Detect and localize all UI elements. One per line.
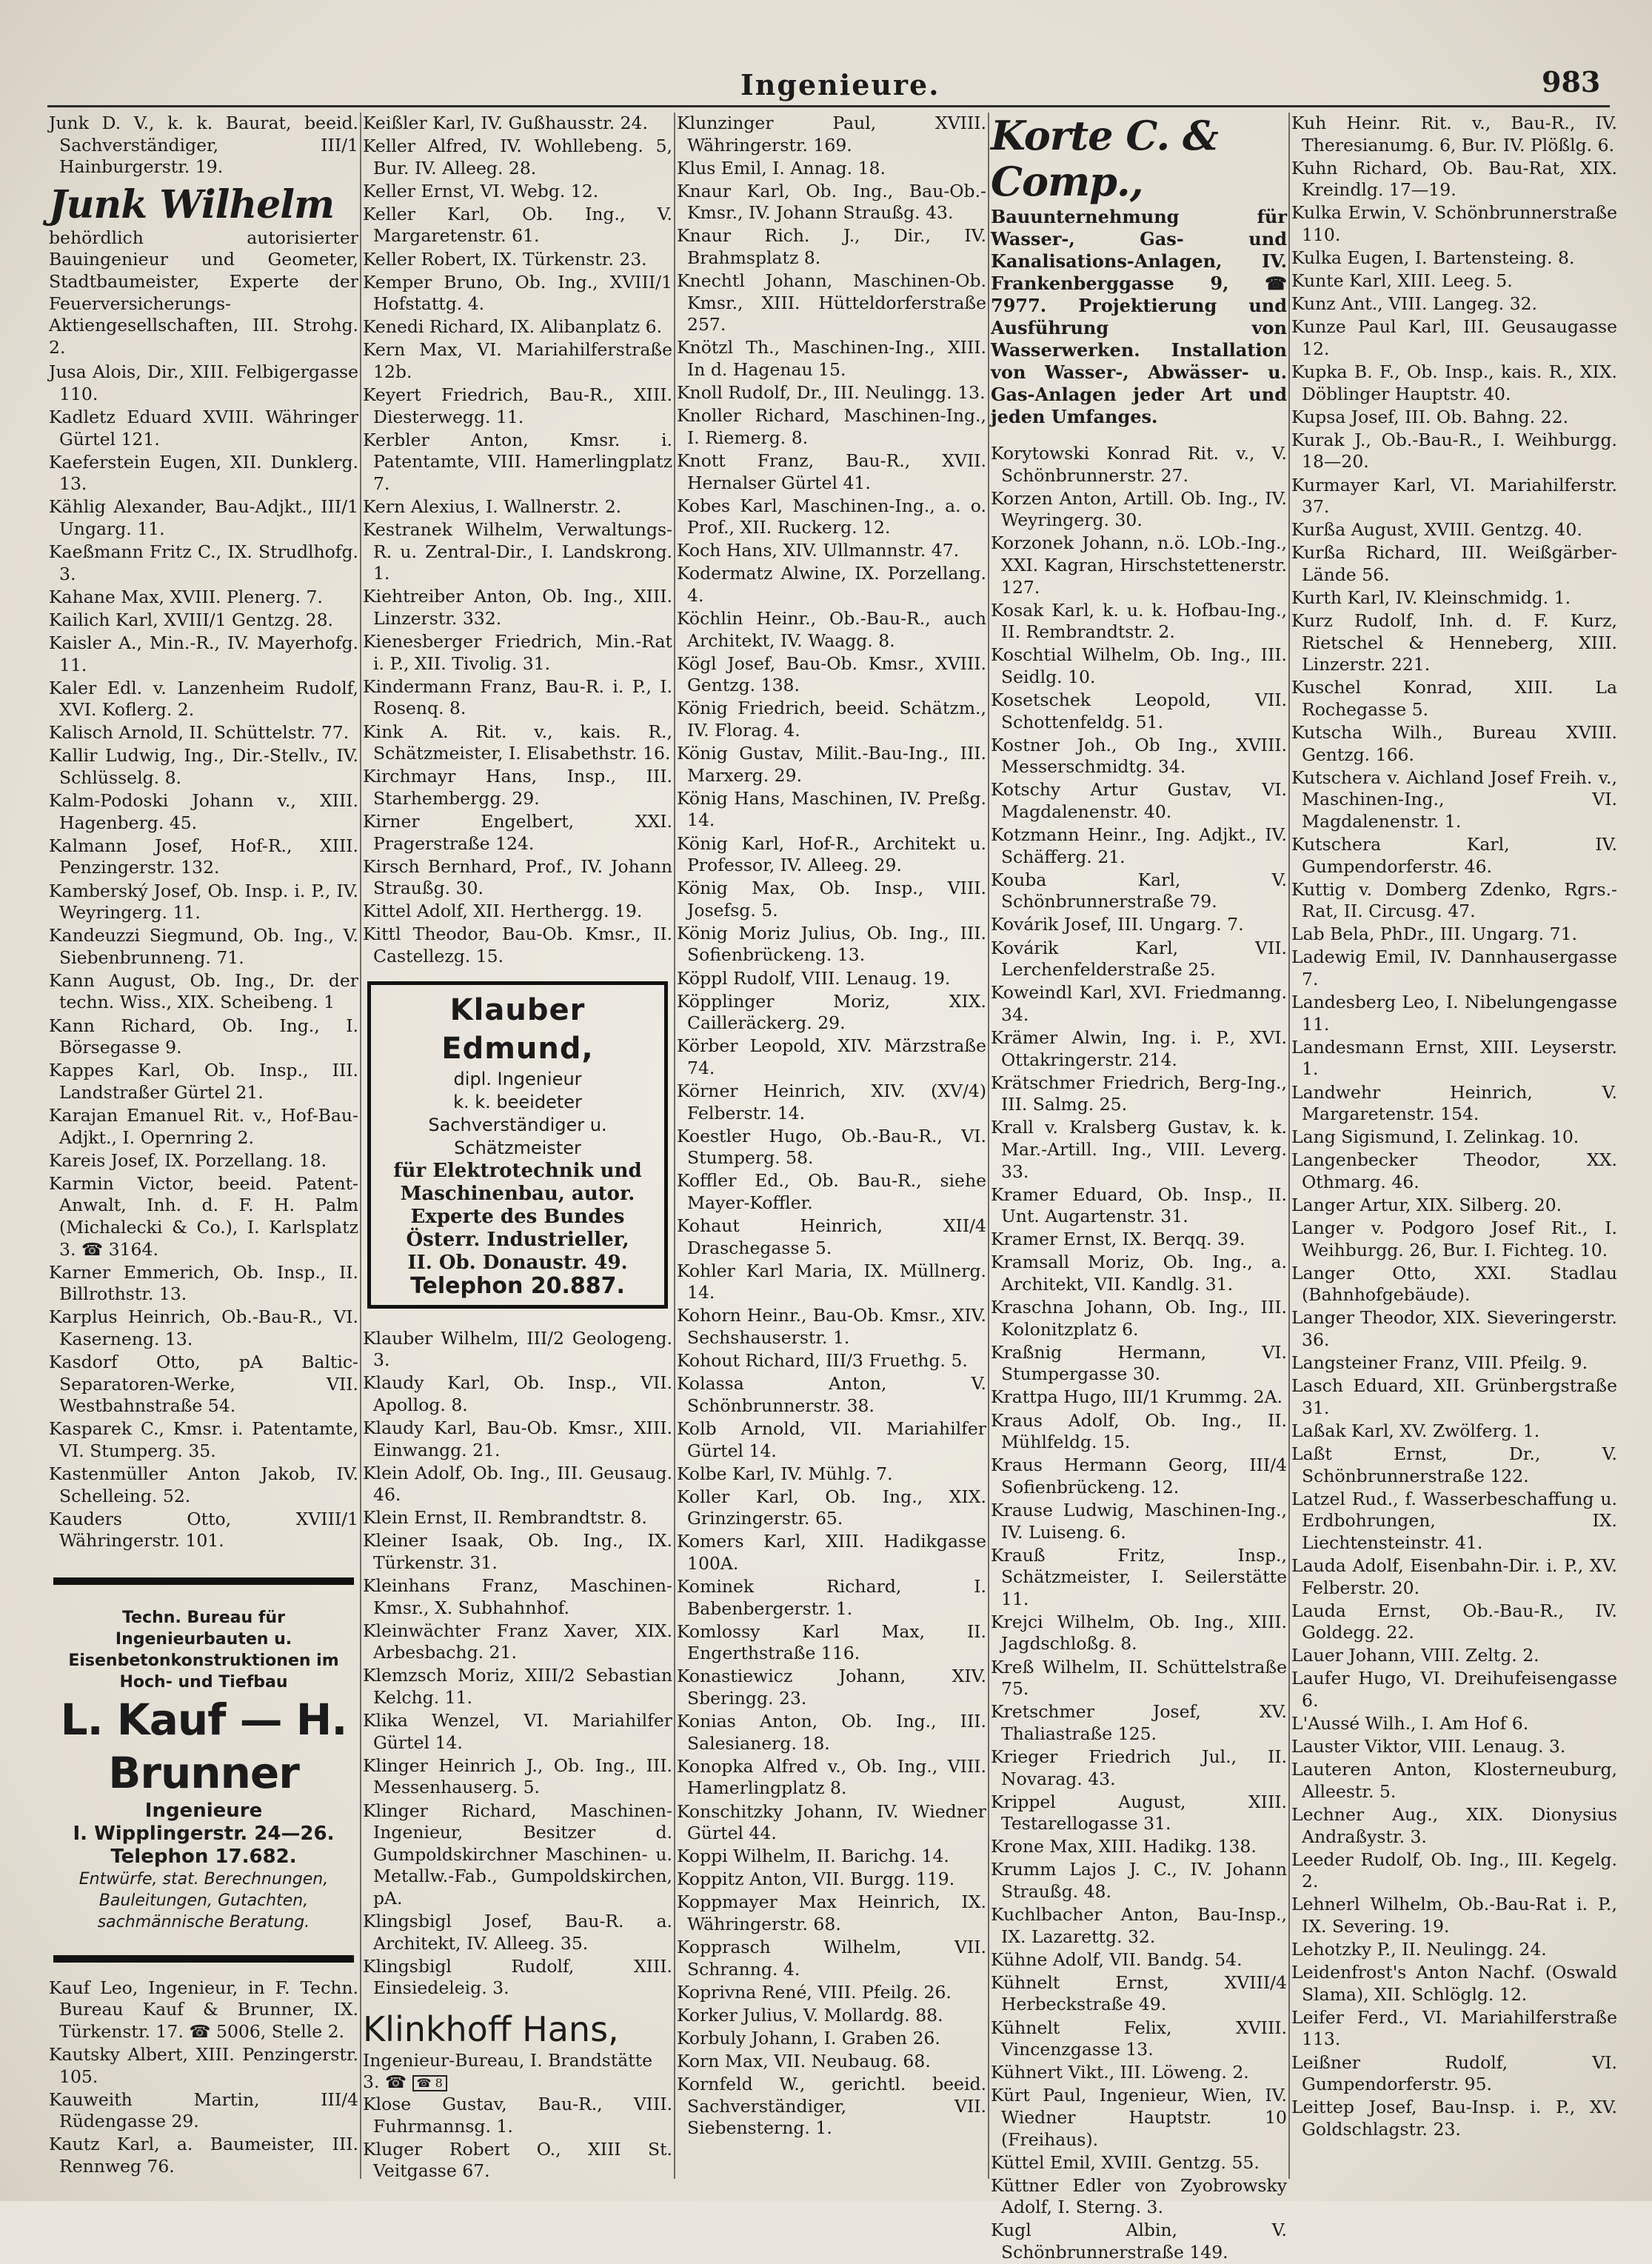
directory-entry: Kostner Joh., Ob Ing., XVIII. Messerschmidtg. 34. xyxy=(991,734,1287,778)
directory-entry: Lauster Viktor, VIII. Lenaug. 3. xyxy=(1291,1736,1566,1757)
directory-entry: Keller Alfred, IV. Wohllebeng. 5, Bur. IV. Alleeg. 28. xyxy=(363,136,672,178)
directory-entry: Kurth Karl, IV. Kleinschmidg. 1. xyxy=(1291,587,1571,608)
directory-entry: Jusa Alois, Dir., XIII. Felbigergasse 110. xyxy=(49,361,358,404)
directory-entry: Koppi Wilhelm, II. Barichg. 14. xyxy=(677,1846,949,1867)
directory-entry: Klingsbigl Rudolf, XIII. Einsiedeleig. 3. xyxy=(363,1955,672,1999)
directory-entry: Kühnert Vikt., III. Löweng. 2. xyxy=(991,2062,1249,2083)
column-4 xyxy=(991,112,1287,2263)
directory-entry: Laufer Hugo, VI. Dreihufeisengasse 6. xyxy=(1291,1668,1617,1712)
directory-entry: Kurak J., Ob.-Bau-R., I. Weihburgg. 18—20. xyxy=(1291,429,1617,472)
directory-entry: Kalisch Arnold, II. Schüttelstr. 77. xyxy=(49,722,350,744)
directory-entry: Kovárik Josef, III. Ungarg. 7. xyxy=(991,914,1244,935)
directory-entry: Koestler Hugo, Ob.-Bau-R., VI. Stumperg. 58. xyxy=(677,1125,986,1169)
directory-entry: Kotzmann Heinr., Ing. Adjkt., IV. Schäfferg. 21. xyxy=(991,824,1287,867)
directory-entry: Kastenmüller Anton Jakob, IV. Schelleing. 52. xyxy=(49,1463,358,1506)
directory-entry: Lehnerl Wilhelm, Ob.-Bau-Rat i. P., IX. Severing. 19. xyxy=(1291,1894,1617,1937)
directory-entry: Klinger Heinrich J., Ob. Ing., III. Messenhauserg. 5. xyxy=(363,1754,672,1798)
featured-name: Junk Wilhelm xyxy=(49,181,335,227)
directory-entry: Laßt Ernst, Dr., V. Schönbrunnerstraße 122. xyxy=(1291,1443,1617,1486)
directory-entry: Keller Ernst, VI. Webg. 12. xyxy=(363,180,599,201)
directory-entry: Kunz Ant., VIII. Langeg. 32. xyxy=(1291,293,1537,315)
directory-entry: Karplus Heinrich, Ob.-Bau-R., VI. Kaserneng. 13. xyxy=(49,1306,358,1349)
directory-entry: Kunte Karl, XIII. Leeg. 5. xyxy=(1291,270,1513,292)
directory-entry: Kiehtreiber Anton, Ob. Ing., XIII. Linzerstr. 332. xyxy=(363,586,672,630)
directory-entry: Korytowski Konrad Rit. v., V. Schönbrunnerstr. 27. xyxy=(991,443,1287,486)
directory-entry: Kautz Karl, a. Baumeister, III. Rennweg 76. xyxy=(49,2134,358,2177)
directory-entry: Küttel Emil, XVIII. Gentzg. 55. xyxy=(991,2151,1260,2173)
directory-entry: Kailich Karl, XVIII/1 Gentzg. 28. xyxy=(49,609,334,630)
directory-entry: Klaudy Karl, Ob. Insp., VII. Apollog. 8. xyxy=(363,1372,672,1415)
directory-entry: Kaeßmann Fritz C., IX. Strudlhofg. 3. xyxy=(49,541,358,584)
col4-entries xyxy=(991,443,1287,2264)
directory-entry: Kauders Otto, XVIII/1 Währingerstr. 101. xyxy=(49,1508,358,1552)
directory-entry: Kittl Theodor, Bau-Ob. Kmsr., II. Castellezg. 15. xyxy=(363,924,672,966)
directory-entry: Kleinwächter Franz Xaver, XIX. Arbesbachg. 21. xyxy=(363,1620,672,1663)
directory-entry: Kasdorf Otto, pA Baltic-Separatoren-Werke, VII. Westbahnstraße 54. xyxy=(49,1351,358,1417)
directory-entry: Langer v. Podgoro Josef Rit., I. Weihburgg. 26, Bur. I. Fichteg. 10. xyxy=(1291,1218,1617,1260)
directory-entry: Lauda Adolf, Eisenbahn-Dir. i. P., XV. Felberstr. 20. xyxy=(1291,1555,1617,1598)
directory-entry: Kallir Ludwig, Ing., Dir.-Stellv., IV. Schlüsselg. 8. xyxy=(49,745,358,789)
directory-entry: Kaeferstein Eugen, XII. Dunklerg. 13. xyxy=(49,451,358,495)
ad-line: für Elektrotechnik und Maschinenbau, autor. Experte des Bundes Österr. Industrieller, xyxy=(393,1159,642,1251)
directory-entry: Langsteiner Franz, VIII. Pfeilg. 9. xyxy=(1291,1352,1588,1374)
directory-entry: Kürt Paul, Ingenieur, Wien, IV. Wiedner Hauptstr. 10 (Freihaus). xyxy=(991,2085,1287,2150)
col3-entries xyxy=(677,113,986,2140)
col1-entries-a xyxy=(49,113,358,178)
page-number: 983 xyxy=(1542,65,1601,98)
directory-entry: Kühne Adolf, VII. Bandg. 54. xyxy=(991,1949,1243,1970)
directory-entry: Kominek Richard, I. Babenbergerstr. 1. xyxy=(677,1576,986,1619)
featured-name: Klinkhoff Hans, xyxy=(363,2008,619,2049)
directory-entry: Kodermatz Alwine, IX. Porzellang. 4. xyxy=(677,563,986,606)
directory-entry: Krone Max, XIII. Hadikg. 138. xyxy=(991,1836,1257,1857)
directory-entry: Kautsky Albert, XIII. Penzingerstr. 105. xyxy=(49,2044,358,2087)
directory-entry: Klaudy Karl, Bau-Ob. Kmsr., XIII. Einwangg. 21. xyxy=(363,1417,672,1460)
directory-entry: Latzel Rud., f. Wasserbeschaffung u. Erdbohrungen, IX. Liechtensteinstr. 41. xyxy=(1291,1488,1617,1553)
directory-entry: Koppitz Anton, VII. Burgg. 119. xyxy=(677,1869,955,1890)
directory-entry: Kittel Adolf, XII. Herthergg. 19. xyxy=(363,901,643,922)
directory-entry: Koprivna René, VIII. Pfeilg. 26. xyxy=(677,1981,952,2003)
directory-entry: Kolassa Anton, V. Schönbrunnerstr. 38. xyxy=(677,1373,986,1416)
directory-entry: Kestranek Wilhelm, Verwaltungs-R. u. Zentral-Dir., I. Landskrong. 1. xyxy=(363,519,672,584)
directory-entry: Kindermann Franz, Bau-R. i. P., I. Rosenq. 8. xyxy=(363,675,672,719)
directory-entry: Kenedi Richard, IX. Alibanplatz 6. xyxy=(363,316,663,338)
advertisement-kauf-brunner xyxy=(49,1607,358,1933)
telephone-stamp-icon: ☎ 8 xyxy=(412,2075,447,2091)
directory-entry: Kern Max, VI. Mariahilferstraße 12b. xyxy=(363,339,672,383)
directory-entry: Kuchlbacher Anton, Bau-Insp., IX. Lazarettg. 32. xyxy=(991,1904,1287,1947)
directory-entry: Krattpa Hugo, III/1 Krummg. 2A. xyxy=(991,1386,1283,1408)
directory-entry: Krall v. Kralsberg Gustav, k. k. Mar.-Artill. Ing., VIII. Leverg. 33. xyxy=(991,1117,1287,1182)
directory-entry: Kandeuzzi Siegmund, Ob. Ing., V. Siebenbrunneng. 71. xyxy=(49,925,358,968)
directory-entry: Kramer Eduard, Ob. Insp., II. Unt. Augartenstr. 31. xyxy=(991,1183,1287,1227)
directory-entry: Kornfeld W., gerichtl. beeid. Sachverständiger, VII. Siebensterng. 1. xyxy=(677,2074,986,2139)
directory-entry: Kirner Engelbert, XXI. Pragerstraße 124. xyxy=(363,810,672,854)
ad-title: Klauber Edmund, xyxy=(441,992,594,1066)
directory-entry: Kienesberger Friedrich, Min.-Rat i. P., XII. Tivolig. 31. xyxy=(363,631,672,674)
directory-entry: Leeder Rudolf, Ob. Ing., III. Kegelg. 2. xyxy=(1291,1849,1617,1892)
directory-entry: Knott Franz, Bau-R., XVII. Hernalser Gürtel 41. xyxy=(677,450,986,493)
directory-entry: König Friedrich, beeid. Schätzm., IV. Florag. 4. xyxy=(677,698,986,741)
directory-entry: Kamberský Josef, Ob. Insp. i. P., IV. Weyringerg. 11. xyxy=(49,880,358,924)
directory-entry: Kuschel Konrad, XIII. La Rochegasse 5. xyxy=(1291,677,1617,720)
directory-entry: Klus Emil, I. Annag. 18. xyxy=(677,157,886,178)
directory-entry: Knechtl Johann, Maschinen-Ob. Kmsr., XIII. Hütteldorferstraße 257. xyxy=(677,270,986,335)
directory-entry: Krippel August, XIII. Testarellogasse 31. xyxy=(991,1791,1287,1834)
directory-entry: Klunzinger Paul, XVIII. Währingerstr. 169. xyxy=(677,113,986,156)
directory-entry: Kirchmayr Hans, Insp., III. Starhembergg. 29. xyxy=(363,766,672,809)
directory-entry: Karmin Victor, beeid. Patent-Anwalt, Inh. d. F. H. Palm (Michalecki & Co.), I. Karlsplatz 3. ☎ 3164. xyxy=(49,1172,358,1260)
directory-entry: Kurz Rudolf, Inh. d. F. Kurz, Rietschel & Henneberg, XIII. Linzerstr. 221. xyxy=(1291,610,1617,675)
directory-entry: Landwehr Heinrich, V. Margaretenstr. 154. xyxy=(1291,1081,1617,1125)
directory-entry: Koller Karl, Ob. Ing., XIX. Grinzingerstr. 65. xyxy=(677,1486,986,1529)
directory-entry: Kalm-Podoski Johann v., XIII. Hagenberg. 45. xyxy=(49,790,358,833)
column-5 xyxy=(1291,113,1617,2179)
directory-entry: Langer Theodor, XIX. Sieveringerstr. 36. xyxy=(1291,1307,1617,1351)
directory-entry: Küttner Edler von Zyobrowsky Adolf, I. Sterng. 3. xyxy=(991,2174,1287,2218)
directory-entry: Langenbecker Theodor, XX. Othmarg. 46. xyxy=(1291,1149,1617,1192)
directory-entry: Kramer Ernst, IX. Berqq. 39. xyxy=(991,1229,1245,1250)
directory-entry: Krieger Friedrich Jul., II. Novarag. 43. xyxy=(991,1746,1287,1789)
directory-entry: Köpplinger Moriz, XIX. Cailleräckerg. 29. xyxy=(677,990,986,1034)
directory-entry: Konschitzky Johann, IV. Wiedner Gürtel 44. xyxy=(677,1800,986,1844)
directory-entry: Kraschna Johann, Ob. Ing., III. Kolonitzplatz 6. xyxy=(991,1297,1287,1340)
directory-entry: Kink A. Rit. v., kais. R., Schätzmeister, I. Elisabethstr. 16. xyxy=(363,721,672,764)
directory-entry: Korbuly Johann, I. Graben 26. xyxy=(677,2027,940,2048)
column-divider xyxy=(674,113,675,2179)
spacer xyxy=(991,428,1287,443)
directory-entry: Keller Robert, IX. Türkenstr. 23. xyxy=(363,248,647,270)
directory-entry: Langer Artur, XIX. Silberg. 20. xyxy=(1291,1195,1562,1215)
directory-entry: Kirsch Bernhard, Prof., IV. Johann Straußg. 30. xyxy=(363,855,672,899)
directory-entry: Kouba Karl, V. Schönbrunnerstraße 79. xyxy=(991,869,1287,912)
advertisement-klauber xyxy=(367,981,668,1309)
directory-entry: Koch Hans, XIV. Ullmannstr. 47. xyxy=(677,540,960,561)
col2-entries-b xyxy=(363,1328,672,2000)
directory-entry: Knaur Rich. J., Dir., IV. Brahmsplatz 8. xyxy=(677,225,986,269)
ad-divider xyxy=(53,1955,354,1963)
directory-entry: Koweindl Karl, XVI. Friedmanng. 34. xyxy=(991,982,1287,1025)
directory-entry: Kögl Josef, Bau-Ob. Kmsr., XVIII. Gentzg. 138. xyxy=(677,652,986,696)
directory-entry: Leidenfrost's Anton Nachf. (Oswald Slama), XII. Schlöglg. 12. xyxy=(1291,1962,1617,2005)
directory-entry: Kretschmer Josef, XV. Thaliastraße 125. xyxy=(991,1701,1287,1744)
directory-entry: Kuttig v. Domberg Zdenko, Rgrs.-Rat, II. Circusg. 47. xyxy=(1291,878,1617,922)
column-3 xyxy=(677,113,986,2179)
directory-entry: Kosetschek Leopold, VII. Schottenfeldg. 51. xyxy=(991,689,1287,732)
directory-entry: L'Aussé Wilh., I. Am Hof 6. xyxy=(1291,1713,1529,1734)
directory-entry: Kasparek C., Kmsr. i. Patentamte, VI. Stumperg. 35. xyxy=(49,1418,358,1461)
directory-entry: Kraus Hermann Georg, III/4 Sofienbrückeng. 12. xyxy=(991,1455,1287,1497)
featured-entry-junk-wilhelm xyxy=(49,183,358,359)
ad-company-name: L. Kauf — H. Brunner xyxy=(60,1694,347,1798)
directory-entry: Kovárik Karl, VII. Lerchenfelderstraße 25. xyxy=(991,937,1287,981)
directory-entry: Kolb Arnold, VII. Mariahilfer Gürtel 14. xyxy=(677,1417,986,1461)
header-rule xyxy=(47,105,1610,107)
directory-entry: Lauer Johann, VIII. Zeltg. 2. xyxy=(1291,1645,1539,1666)
col1-entries-c xyxy=(49,1977,358,2178)
ad-subtitle: Ingenieure xyxy=(144,1799,263,1822)
directory-entry: Lehotzky P., II. Neulingg. 24. xyxy=(1291,1939,1547,1960)
page-title: Ingenieure. xyxy=(740,68,940,101)
directory-entry: Leittep Josef, Bau-Insp. i. P., XV. Goldschlagstr. 23. xyxy=(1291,2097,1617,2140)
directory-entry: König Karl, Hof-R., Architekt u. Professor, IV. Alleeg. 29. xyxy=(677,832,986,876)
directory-entry: Kann August, Ob. Ing., Dr. der techn. Wiss., XIX. Scheibeng. 1 xyxy=(49,969,358,1013)
directory-entry: Landesberg Leo, I. Nibelungengasse 11. xyxy=(1291,992,1617,1035)
directory-entry: Konopka Alfred v., Ob. Ing., VIII. Hamerlingplatz 8. xyxy=(677,1755,986,1799)
directory-entry: Kutscha Wilh., Bureau XVIII. Gentzg. 166. xyxy=(1291,722,1617,765)
directory-entry: Lang Sigismund, I. Zelinkag. 10. xyxy=(1291,1126,1579,1148)
directory-entry: Klingsbigl Josef, Bau-R. a. Architekt, IV. Alleeg. 35. xyxy=(363,1911,672,1954)
directory-entry: Kühnelt Ernst, XVIII/4 Herbeckstraße 49. xyxy=(991,1971,1287,2015)
directory-entry: Langer Otto, XXI. Stadlau (Bahnhofgebäude). xyxy=(1291,1262,1617,1306)
directory-entry: Klauber Wilhelm, III/2 Geologeng. 3. xyxy=(363,1327,672,1371)
directory-entry: Kurßa August, XVIII. Gentzg. 40. xyxy=(1291,519,1582,541)
directory-entry: Kemper Bruno, Ob. Ing., XVIII/1 Hofstattg. 4. xyxy=(363,271,672,315)
featured-entry-korte xyxy=(991,113,1287,428)
directory-entry: Kugl Albin, V. Schönbrunnerstraße 149. xyxy=(991,2220,1287,2263)
directory-entry: Kluger Robert O., XIII St. Veitgasse 67. xyxy=(363,2138,672,2182)
col2-entries-a xyxy=(363,113,672,968)
directory-entry: Kuhn Richard, Ob. Bau-Rat, XIX. Kreindlg. 17—19. xyxy=(1291,157,1617,201)
directory-entry: Lauteren Anton, Klosterneuburg, Alleestr. 5. xyxy=(1291,1759,1617,1802)
directory-entry: Kraus Adolf, Ob. Ing., II. Mühlfeldg. 15. xyxy=(991,1409,1287,1453)
directory-entry: Krauß Fritz, Insp., Schätzmeister, I. Seilerstätte 11. xyxy=(991,1544,1287,1609)
directory-entry: Leißner Rudolf, VI. Gumpendorferstr. 95. xyxy=(1291,2051,1617,2095)
ad-phone: Telephon 17.682. xyxy=(110,1845,297,1868)
directory-entry: Keißler Karl, IV. Gußhausstr. 24. xyxy=(363,113,648,133)
directory-entry: Kurßa Richard, III. Weißgärber-Lände 56. xyxy=(1291,542,1617,585)
directory-entry: Kraßnig Hermann, VI. Stumpergasse 30. xyxy=(991,1341,1287,1385)
directory-entry: Kosak Karl, k. u. k. Hofbau-Ing., II. Rembrandtstr. 2. xyxy=(991,599,1287,643)
featured-text: behördlich autorisierter Bauingenieur und Geometer, Stadtbaumeister, Experte der Feuerversicherungs-Aktiengesellschaften, III. Strohg. 2. xyxy=(49,227,358,358)
directory-entry: Kotschy Artur Gustav, VI. Magdalenenstr. 40. xyxy=(991,779,1287,822)
directory-entry: Knötzl Th., Maschinen-Ing., XIII. In d. Hagenau 15. xyxy=(677,337,986,381)
directory-entry: Koppmayer Max Heinrich, IX. Währingerstr. 68. xyxy=(677,1891,986,1934)
directory-entry: Kohaut Heinrich, XII/4 Draschegasse 5. xyxy=(677,1215,986,1258)
col1-entries-b xyxy=(49,361,358,1552)
directory-entry: Kahane Max, XVIII. Plenerg. 7. xyxy=(49,586,323,607)
ad-line: II. Ob. Donaustr. 49. xyxy=(407,1251,628,1274)
directory-entry: Lauda Ernst, Ob.-Bau-R., IV. Goldegg. 22. xyxy=(1291,1600,1617,1643)
directory-entry: Korn Max, VII. Neubaug. 68. xyxy=(677,2051,931,2072)
column-divider xyxy=(988,113,989,2179)
directory-entry: Korzonek Johann, n.ö. LOb.-Ing., XXI. Kagran, Hirschstettenerstr. 127. xyxy=(991,532,1287,598)
directory-entry: Karner Emmerich, Ob. Insp., II. Billrothstr. 13. xyxy=(49,1261,358,1305)
directory-entry: König Max, Ob. Insp., VIII. Josefsg. 5. xyxy=(677,878,986,921)
ad-line: dipl. Ingenieur xyxy=(453,1068,582,1089)
directory-entry: Kareis Josef, IX. Porzellang. 18. xyxy=(49,1149,327,1171)
directory-entry: Leifer Ferd., VI. Mariahilferstraße 113. xyxy=(1291,2006,1617,2050)
featured-name: Korte C. & Comp., xyxy=(991,112,1218,205)
directory-entry: Knaur Karl, Ob. Ing., Bau-Ob.-Kmsr., IV. Johann Straußg. 43. xyxy=(677,180,986,224)
directory-entry: Junk D. V., k. k. Baurat, beeid. Sachverständiger, III/1 Hainburgerstr. 19. xyxy=(49,113,358,178)
directory-entry: Lechner Aug., XIX. Dionysius Andraßystr. 3. xyxy=(1291,1804,1617,1847)
directory-entry: Klein Ernst, II. Rembrandtstr. 8. xyxy=(363,1507,647,1529)
directory-entry: Krätschmer Friedrich, Berg-Ing., III. Salmg. 25. xyxy=(991,1072,1287,1115)
directory-entry: Lasch Eduard, XII. Grünbergstraße 31. xyxy=(1291,1375,1617,1418)
directory-entry: Kulka Eugen, I. Bartensteing. 8. xyxy=(1291,247,1575,269)
directory-entry: Knoll Rudolf, Dr., III. Neulingg. 13. xyxy=(677,382,986,404)
directory-entry: Komers Karl, XIII. Hadikgasse 100A. xyxy=(677,1531,986,1574)
directory-entry: Karajan Emanuel Rit. v., Hof-Bau-Adjkt., I. Opernring 2. xyxy=(49,1104,358,1148)
directory-entry: König Gustav, Milit.-Bau-Ing., III. Marxerg. 29. xyxy=(677,743,986,786)
directory-entry: Korzen Anton, Artill. Ob. Ing., IV. Weyringerg. 30. xyxy=(991,487,1287,531)
featured-text-body: Ingenieur-Bureau, I. Brandstätte 3. ☎ xyxy=(363,2049,653,2093)
directory-entry: Kupsa Josef, III. Ob. Bahng. 22. xyxy=(1291,406,1569,427)
directory-entry: Kupka B. F., Ob. Insp., kais. R., XIX. Döblinger Hauptstr. 40. xyxy=(1291,361,1617,404)
directory-entry: Kohout Richard, III/3 Fruethg. 5. xyxy=(677,1350,968,1372)
directory-entry: Kohorn Heinr., Bau-Ob. Kmsr., XIV. Sechshauserstr. 1. xyxy=(677,1305,986,1349)
directory-entry: Kolbe Karl, IV. Mühlg. 7. xyxy=(677,1463,893,1484)
column-2 xyxy=(363,113,672,2182)
ad-phone: Telephon 20.887. xyxy=(410,1272,625,1299)
directory-entry: König Hans, Maschinen, IV. Preßg. 14. xyxy=(677,787,986,831)
directory-entry: Kühnelt Felix, XVIII. Vincenzgasse 13. xyxy=(991,2017,1287,2060)
column-divider xyxy=(360,113,361,2179)
directory-entry: Körner Heinrich, XIV. (XV/4) Felberstr. 14. xyxy=(677,1081,986,1123)
directory-entry: Krejci Wilhelm, Ob. Ing., XIII. Jagdschloßg. 8. xyxy=(991,1611,1287,1654)
directory-entry: Landesmann Ernst, XIII. Leyserstr. 1. xyxy=(1291,1036,1617,1080)
featured-text xyxy=(363,2050,672,2094)
directory-entry: Kurmayer Karl, VI. Mariahilferstr. 37. xyxy=(1291,474,1617,518)
directory-entry: Kutschera v. Aichland Josef Freih. v., Maschinen-Ing., VI. Magdalenenstr. 1. xyxy=(1291,767,1617,832)
directory-entry: Kaisler A., Min.-R., IV. Mayerhofg. 11. xyxy=(49,632,358,675)
directory-entry: Kadletz Eduard XVIII. Währinger Gürtel 121. xyxy=(49,407,358,450)
directory-entry: Kutschera Karl, IV. Gumpendorferstr. 46. xyxy=(1291,834,1617,877)
directory-entry: Klose Gustav, Bau-R., VIII. Fuhrmannsg. 1. xyxy=(363,2094,672,2137)
directory-entry: Kramsall Moriz, Ob. Ing., a. Architekt, VII. Kandlg. 31. xyxy=(991,1252,1287,1295)
directory-entry: Köppl Rudolf, VIII. Lenaug. 19. xyxy=(677,967,951,989)
directory-entry: Klinger Richard, Maschinen-Ingenieur, Besitzer d. Gumpoldskirchner Maschinen- u. Metallw.-Fab., Gumpoldskirchen, pA. xyxy=(363,1800,672,1909)
directory-entry: Kauweith Martin, III/4 Rüdengasse 29. xyxy=(49,2088,358,2132)
directory-entry: Krumm Lajos J. C., IV. Johann Straußg. 48. xyxy=(991,1859,1287,1902)
directory-entry: Kulka Erwin, V. Schönbrunnerstraße 110. xyxy=(1291,202,1617,245)
directory-entry: Kreß Wilhelm, II. Schüttelstraße 75. xyxy=(991,1656,1287,1700)
directory-entry: Koschtial Wilhelm, Ob. Ing., III. Seidlg. 10. xyxy=(991,644,1287,687)
directory-entry: Konias Anton, Ob. Ing., III. Salesianerg. 18. xyxy=(677,1711,986,1754)
directory-entry: Kunze Paul Karl, III. Geusaugasse 12. xyxy=(1291,316,1617,359)
directory-entry: Koffler Ed., Ob. Bau-R., siehe Mayer-Koffler. xyxy=(677,1170,986,1213)
featured-text: Bauunternehmung für Wasser-, Gas- und Kanalisations-Anlagen, IV. Frankenberggasse 9, ☎ 7977. Projektierung und Ausführung von Wasserwerken. Installation von Wasser-, Abwässer- u. Gas-Anlagen jeder Art und jeden Umfanges. xyxy=(991,206,1287,427)
directory-entry: Kalmann Josef, Hof-R., XIII. Penzingerstr. 132. xyxy=(49,835,358,878)
col2-entries-c xyxy=(363,2094,672,2183)
directory-entry: Kaler Edl. v. Lanzenheim Rudolf, XVI. Koflerg. 2. xyxy=(49,677,358,721)
directory-entry: Kauf Leo, Ingenieur, in F. Techn. Bureau Kauf & Brunner, IX. Türkenstr. 17. ☎ 5006, Stelle 2. xyxy=(49,1977,358,2042)
directory-entry: Knoller Richard, Maschinen-Ing., I. Riemerg. 8. xyxy=(677,405,986,448)
directory-entry: Kerbler Anton, Kmsr. i. Patentamte, VIII. Hamerlingplatz 7. xyxy=(363,429,672,494)
directory-entry: Kleiner Isaak, Ob. Ing., IX. Türkenstr. 31. xyxy=(363,1530,672,1573)
directory-entry: König Moriz Julius, Ob. Ing., III. Sofienbrückeng. 13. xyxy=(677,922,986,966)
directory-entry: Kleinhans Franz, Maschinen-Kmsr., X. Subhahnhof. xyxy=(363,1575,672,1618)
directory-entry: Körber Leopold, XIV. Märzstraße 74. xyxy=(677,1035,986,1078)
directory-entry: Laßak Karl, XV. Zwölferg. 1. xyxy=(1291,1420,1540,1441)
directory-entry: Kuh Heinr. Rit. v., Bau-R., IV. Theresianumg. 6, Bur. IV. Plößlg. 6. xyxy=(1291,113,1617,156)
ad-divider xyxy=(53,1577,354,1585)
directory-entry: Kählig Alexander, Bau-Adjkt., III/1 Ungarg. 11. xyxy=(49,496,358,539)
directory-entry: Korker Julius, V. Mollardg. 88. xyxy=(677,2004,943,2026)
ad-services: Entwürfe, stat. Berechnungen, Bauleitungen, Gutachten, sachmännische Beratung. xyxy=(78,1869,329,1931)
directory-entry: Klemzsch Moriz, XIII/2 Sebastian Kelchg. 11. xyxy=(363,1665,672,1709)
col5-entries xyxy=(1291,113,1617,2140)
directory-entry: Kappes Karl, Ob. Insp., III. Landstraßer Gürtel 21. xyxy=(49,1060,358,1103)
directory-entry: Krause Ludwig, Maschinen-Ing., IV. Luiseng. 6. xyxy=(991,1499,1287,1543)
directory-entry: Klein Adolf, Ob. Ing., III. Geusaug. 46. xyxy=(363,1462,672,1506)
directory-entry: Köchlin Heinr., Ob.-Bau-R., auch Architekt, IV. Waagg. 8. xyxy=(677,608,986,651)
directory-entry: Kohler Karl Maria, IX. Müllnerg. 14. xyxy=(677,1260,986,1303)
directory-entry: Kern Alexius, I. Wallnerstr. 2. xyxy=(363,496,622,518)
directory-entry: Ladewig Emil, IV. Dannhausergasse 7. xyxy=(1291,946,1617,990)
ad-description: Techn. Bureau für Ingenieurbauten u. Eisenbetonkonstruktionen im Hoch- und Tiefbau xyxy=(68,1608,339,1692)
ad-address: I. Wipplingerstr. 24—26. xyxy=(73,1822,335,1845)
directory-entry: Kobes Karl, Maschinen-Ing., a. o. Prof., XII. Ruckerg. 12. xyxy=(677,495,986,538)
directory-entry: Kann Richard, Ob. Ing., I. Börsegasse 9. xyxy=(49,1015,358,1058)
directory-entry: Komlossy Karl Max, II. Engerthstraße 116. xyxy=(677,1620,986,1664)
directory-entry: Keller Karl, Ob. Ing., V. Margaretenstr. 61. xyxy=(363,203,672,247)
directory-entry: Konastiewicz Johann, XIV. Sberingg. 23. xyxy=(677,1666,986,1709)
directory-entry: Klika Wenzel, VI. Mariahilfer Gürtel 14. xyxy=(363,1710,672,1753)
directory-entry: Lab Bela, PhDr., III. Ungarg. 71. xyxy=(1291,924,1577,945)
directory-entry: Krämer Alwin, Ing. i. P., XVI. Ottakringerstr. 214. xyxy=(991,1026,1287,1070)
column-divider xyxy=(1288,113,1290,2179)
directory-entry: Kopprasch Wilhelm, VII. Schranng. 4. xyxy=(677,1937,986,1980)
column-1 xyxy=(49,113,358,2179)
directory-entry: Keyert Friedrich, Bau-R., XIII. Diesterwegg. 11. xyxy=(363,384,672,427)
ad-line: k. k. beeideter Sachverständiger u. Schätzmeister xyxy=(428,1091,607,1158)
